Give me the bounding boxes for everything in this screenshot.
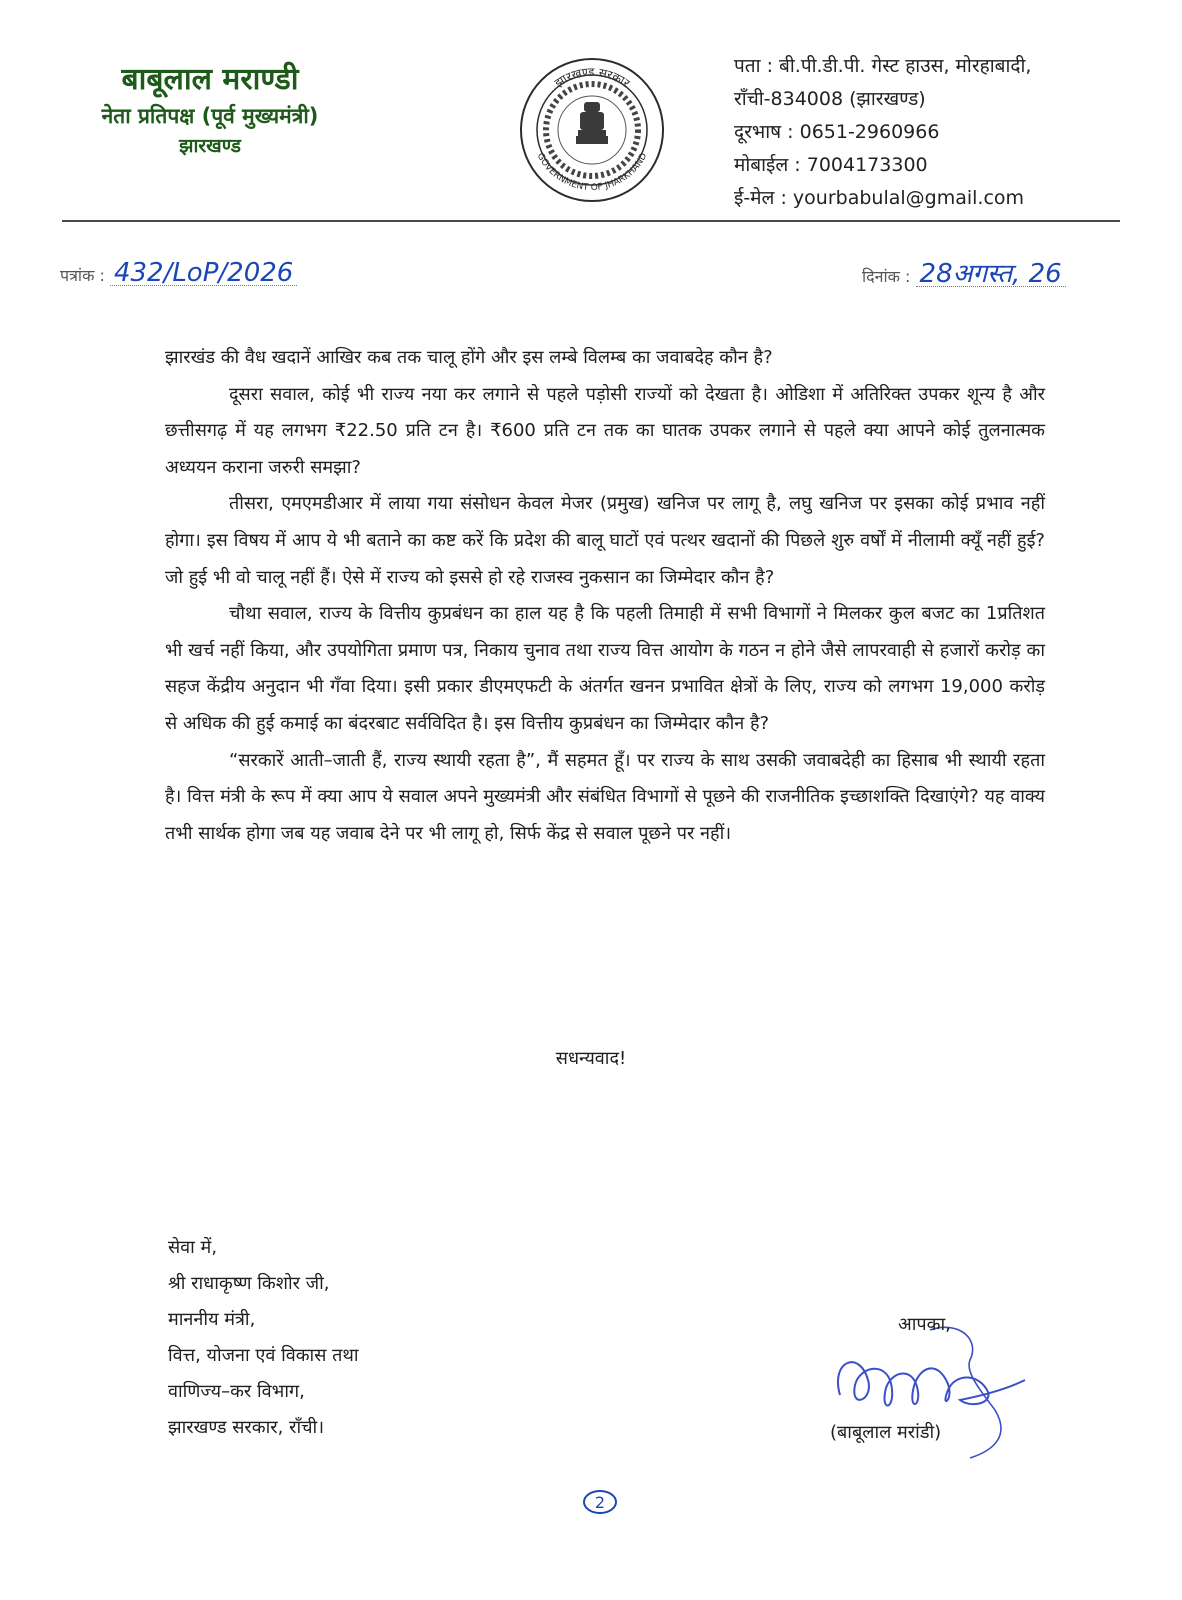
body-paragraph: चौथा सवाल, राज्य के वित्तीय कुप्रबंधन का हाल यह है कि पहली तिमाही में सभी विभागों ने मिलकर कुल बजट का 1प्रतिशत भी खर्च नहीं किया, और उपयोगिता प्रमाण पत्र, निकाय चुनाव तथा राज्य वित्त आयोग के गठन न होने जैसे लापरवाही से हजारों करोड़ का सहज केंद्रीय अनुदान भी गँवा दिया। इसी प्रकार डीएमएफटी के अंतर्गत खनन प्रभावित क्षेत्रों के लिए, राज्य को लगभग 19,000 करोड़ से अधिक की हुई कमाई का बंदरबाट सर्वविदित है। इस वित्तीय कुप्रबंधन का जिम्मेदार कौन है? — [165, 603, 1045, 734]
thanks-line: सधन्यवाद! — [555, 1048, 627, 1069]
phone-line: दूरभाष : 0651-2960966 — [734, 121, 940, 143]
addressee-line: झारखण्ड सरकार, राँची। — [168, 1417, 325, 1438]
reference-label: पत्रांक : — [60, 266, 105, 285]
addressee-block — [168, 1230, 359, 1446]
addressee-line: माननीय मंत्री, — [168, 1309, 256, 1330]
closing-text: आपका, — [898, 1314, 951, 1335]
letter-date — [862, 254, 1066, 290]
addressee-line: श्री राधाकृष्ण किशोर जी, — [168, 1273, 330, 1294]
page-number-mark — [582, 1488, 618, 1516]
seal-top-text: झारखण्ड सरकार — [552, 64, 633, 91]
address-line: राँची-834008 (झारखण्ड) — [734, 88, 926, 110]
letter-body — [165, 340, 1045, 852]
svg-text:झारखण्ड सरकार — [552, 65, 633, 91]
address-line: पता : बी.पी.डी.पी. गेस्ट हाउस, मोरहाबादी, — [734, 55, 1032, 77]
date-value: 28अगस्त, 26 — [919, 259, 1062, 289]
reference-number — [60, 258, 297, 288]
reference-value: 432/LoP/2026 — [113, 258, 294, 288]
addressee-line: सेवा में, — [168, 1237, 218, 1258]
body-paragraph: दूसरा सवाल, कोई भी राज्य नया कर लगाने से पहले पड़ोसी राज्यों को देखता है। ओडिशा में अतिरिक्त उपकर शून्य है और छत्तीसगढ़ में यह लगभग ₹22.50 प्रति टन है। ₹600 प्रति टन तक का घातक उपकर लगाने से पहले क्या आपने कोई तुलनात्मक अध्ययन कराना जरुरी समझा? — [165, 383, 1045, 478]
sender-name: बाबूलाल मराण्डी — [121, 62, 299, 97]
addressee-line: वित्त, योजना एवं विकास तथा — [168, 1345, 359, 1366]
mobile-line: मोबाईल : 7004173300 — [734, 154, 928, 176]
body-paragraph: तीसरा, एमएमडीआर में लाया गया संसोधन केवल मेजर (प्रमुख) खनिज पर लागू है, लघु खनिज पर इसका कोई प्रभाव नहीं होगा। इस विषय में आप ये भी बताने का कष्ट करें कि प्रदेश की बालू घाटों एवं पत्थर खदानों की पिछले शुरु वर्षों में नीलामी क्यूँ नहीं हुई? जो हुई भी वो चालू नहीं हैं। ऐसे में राज्य को इससे हो रहे राजस्व नुकसान का जिम्मेदार कौन है? — [165, 493, 1045, 588]
letterhead-name-block — [60, 60, 360, 160]
letterhead-address — [734, 50, 1164, 215]
addressee-line: वाणिज्य–कर विभाग, — [168, 1381, 305, 1402]
seal-bottom-text: GOVERNMENT OF JHARKHAND — [534, 151, 650, 194]
signatory-name: (बाबूलाल मरांडी) — [830, 1422, 942, 1443]
page-number: 2 — [594, 1493, 606, 1512]
sender-title: नेता प्रतिपक्ष (पूर्व मुख्यमंत्री) — [101, 104, 319, 128]
date-label: दिनांक : — [862, 267, 911, 286]
body-paragraph: “सरकारें आती–जाती हैं, राज्य स्थायी रहता है”, मैं सहमत हूँ। पर राज्य के साथ उसकी जवाबदेही का हिसाब भी स्थायी रहता है। वित्त मंत्री के रूप में क्या आप ये सवाल अपने मुख्यमंत्री और संबंधित विभागों से पूछने की राजनीतिक इच्छाशक्ति दिखाएंगे? यह वाक्य तभी सार्थक होगा जब यह जवाब देने पर भी लागू हो, सिर्फ केंद्र से सवाल पूछने पर नहीं। — [165, 749, 1045, 844]
sender-state: झारखण्ड — [179, 135, 241, 157]
letterhead-divider — [62, 220, 1120, 222]
government-seal-icon — [518, 56, 666, 204]
body-paragraph: झारखंड की वैध खदानें आखिर कब तक चालू होंगे और इस लम्बे विलम्ब का जवाबदेह कौन है? — [165, 347, 773, 368]
email-line: ई-मेल : yourbabulal@gmail.com — [734, 187, 1025, 209]
